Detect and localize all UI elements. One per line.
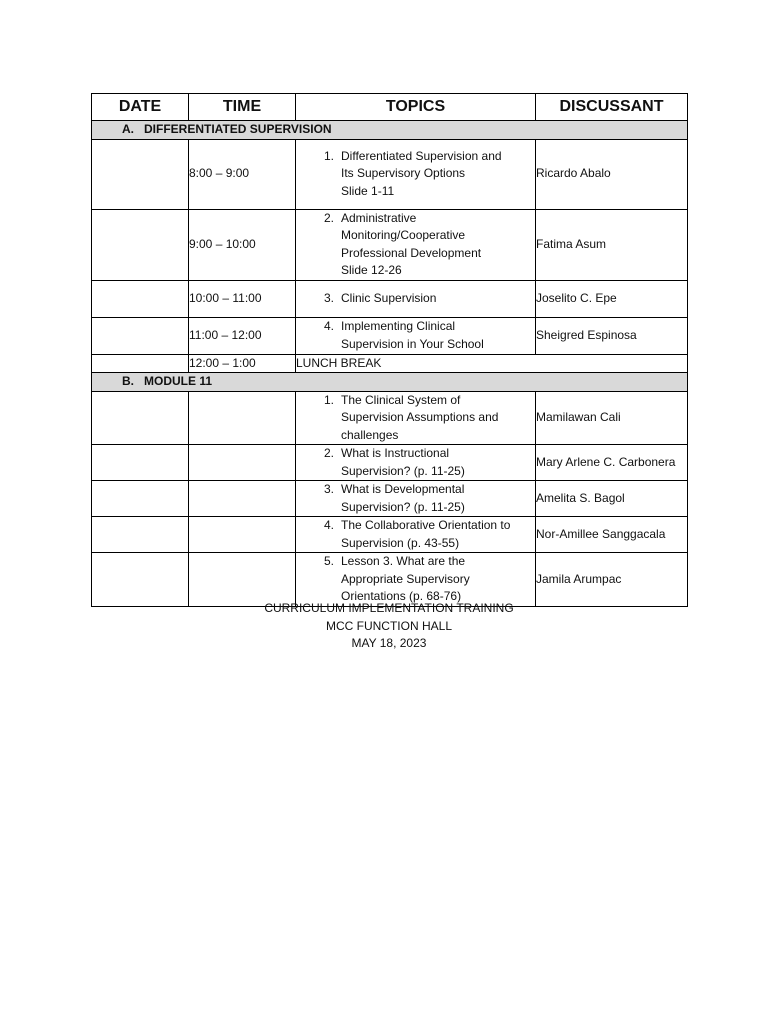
section-a-row [92,121,688,140]
discussant-cell: Fatima Asum [536,209,688,280]
section-a-heading [92,121,688,140]
table-row [92,481,688,517]
lunch-row [92,354,688,373]
topic-line: Professional Development [341,245,482,260]
discussant-cell: Joselito C. Epe [536,280,688,317]
topic-line: Monitoring/Cooperative [341,228,466,242]
topic-number: 2. [323,446,334,460]
topic-line: Supervision Assumptions and [341,410,499,424]
topic-line: The Clinical System of [341,392,461,407]
date-cell [92,139,189,209]
topic-number: 3. [323,290,334,305]
table-row [92,445,688,481]
topic-cell [296,391,536,445]
topic-cell [296,280,536,317]
time-cell: 9:00 – 10:00 [189,209,296,280]
header-time: TIME [189,94,296,121]
header-row [92,94,688,121]
topic-line: What is Developmental [341,482,465,496]
section-a-title: DIFFERENTIATED SUPERVISION [144,122,332,136]
topic-number: 3. [323,482,334,496]
table-row [92,391,688,445]
footer-venue: MCC FUNCTION HALL [325,618,452,633]
topic-cell [296,209,536,280]
time-cell [189,481,296,517]
discussant-cell: Ricardo Abalo [536,139,688,209]
discussant-cell: Nor-Amillee Sanggacala [536,517,688,553]
topic-cell [296,553,536,607]
topic-line: Appropriate Supervisory [341,571,470,586]
topic-number: 2. [323,210,334,225]
topic-cell [296,139,536,209]
topic-line: What is Instructional [341,446,450,460]
header-discussant: DISCUSSANT [536,94,688,121]
section-b-heading [92,373,688,392]
time-cell: 12:00 – 1:00 [189,354,296,373]
section-b-row [92,373,688,392]
topic-line: Differentiated Supervision and [341,148,502,163]
section-a-letter: A. [122,122,134,136]
time-cell: 10:00 – 11:00 [189,280,296,317]
date-cell [92,317,189,354]
topic-number: 1. [323,148,334,163]
date-cell [92,481,189,517]
topic-number: 4. [323,319,334,333]
topic-line: Its Supervisory Options [341,166,466,181]
discussant-cell: Jamila Arumpac [536,553,688,607]
topic-line: Orientations (p. 68-76) [341,589,462,603]
time-cell: 8:00 – 9:00 [189,139,296,209]
table-row [92,280,688,317]
date-cell [92,553,189,607]
topic-line: Slide 12-26 [341,263,402,277]
date-cell [92,354,189,373]
header-date: DATE [92,94,189,121]
topic-line: Supervision? (p. 11-25) [341,463,465,478]
time-cell [189,517,296,553]
topic-line: Lesson 3. What are the [341,554,466,568]
table-row [92,553,688,607]
date-cell [92,209,189,280]
date-cell [92,517,189,553]
table-row [92,317,688,354]
topic-line: challenges [341,427,399,442]
time-cell: 11:00 – 12:00 [189,317,296,354]
topic-number: 1. [323,392,334,407]
footer-event-title: CURRICULUM IMPLEMENTATION TRAINING [264,601,514,615]
topic-number: 5. [323,554,334,568]
lunch-label: LUNCH BREAK [296,354,688,373]
table-row [92,517,688,553]
time-cell [189,553,296,607]
topic-line: Supervision? (p. 11-25) [341,499,465,514]
table-row [92,139,688,209]
topic-number: 4. [323,518,334,532]
footer-date: MAY 18, 2023 [351,636,427,650]
footer [91,600,687,653]
table-row [92,209,688,280]
topic-line: The Collaborative Orientation to [341,518,511,532]
topic-cell [296,317,536,354]
section-b-letter: B. [122,374,134,388]
section-b-title: MODULE 11 [144,374,213,388]
topic-line: Supervision (p. 43-55) [341,535,460,550]
discussant-cell: Mamilawan Cali [536,391,688,445]
discussant-cell: Amelita S. Bagol [536,481,688,517]
topic-line: Supervision in Your School [341,336,484,351]
date-cell [92,445,189,481]
topic-line: Slide 1-11 [341,183,395,198]
header-topics: TOPICS [296,94,536,121]
topic-line: Implementing Clinical [341,319,456,333]
date-cell [92,280,189,317]
topic-cell [296,445,536,481]
time-cell [189,445,296,481]
topic-cell [296,517,536,553]
topic-line: Administrative [341,210,417,225]
date-cell [92,391,189,445]
time-cell [189,391,296,445]
topic-cell [296,481,536,517]
topic-line: Clinic Supervision [341,290,437,305]
discussant-cell: Sheigred Espinosa [536,317,688,354]
discussant-cell: Mary Arlene C. Carbonera [536,445,688,481]
schedule-table [91,93,688,607]
